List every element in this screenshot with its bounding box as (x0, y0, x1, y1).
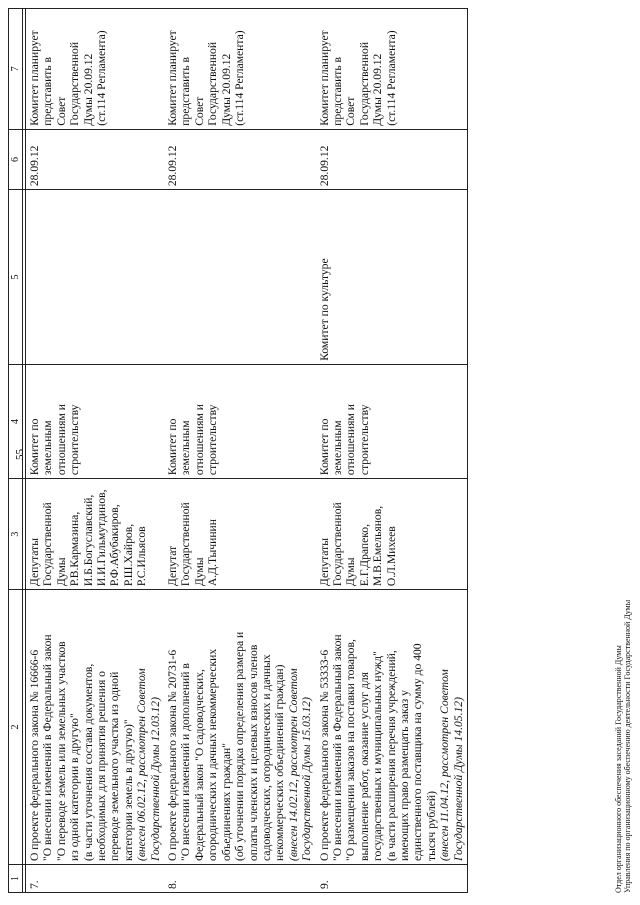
bill-row (164, 9, 315, 893)
bill-text-line: Федеральный закон "О садоводческих, (192, 669, 206, 861)
column-header: 6 (9, 129, 23, 189)
bill-text-line: (в части уточнения состава документов, (81, 663, 95, 861)
bill-text-line: государственных и муниципальных нужд" (371, 651, 385, 861)
bill-description (316, 590, 468, 865)
bill-text-line: некоммерческих объединений граждан) (273, 664, 287, 861)
author-line: Государственной (330, 502, 344, 587)
plan-line: Государственной (357, 41, 371, 126)
plan-line: (ст.114 Регламента) (233, 30, 247, 126)
committee-line: Комитет по (317, 418, 331, 476)
column-number-row (9, 9, 23, 893)
responsible-committee (164, 364, 315, 478)
plan-line: Комитет планирует (28, 30, 41, 126)
plan-line: Государственной (68, 41, 82, 126)
bill-text-line: О проекте федерального закона № 16666-6 (28, 649, 41, 861)
co-executor-committee (164, 190, 315, 365)
co-executor-committee (316, 190, 468, 365)
bill-text-line: О проекте федерального закона № 20731-6 (166, 649, 180, 861)
bill-text-line: "О внесении изменений в Федеральный закон (330, 634, 344, 861)
bill-text-line: имеющих право размещать заказ у (397, 690, 411, 861)
bill-authors (26, 479, 165, 590)
committee-line: Комитет по (28, 418, 41, 476)
bill-text-line: (в части расширения перечня учреждений, (384, 650, 398, 861)
bill-text-line: "О переводе земель или земельных участков (54, 641, 68, 861)
column-header: 7 (9, 9, 23, 130)
bill-authors (164, 479, 315, 590)
bill-description (164, 590, 315, 865)
bill-text-line: необходимых для принятия решения о (95, 671, 109, 861)
author-line: Депутат (166, 545, 180, 587)
committee-line: Комитет по (166, 418, 180, 476)
author-line: Думы (344, 557, 358, 587)
responsible-committee (26, 364, 165, 478)
plan-note (164, 9, 315, 130)
committee-line: земельным (330, 420, 344, 476)
bill-row (316, 9, 468, 893)
bill-text-line: садоводческих, огороднических и дачных (259, 654, 273, 861)
page-number: 55 (14, 449, 26, 460)
review-date: 28.09.12 (316, 129, 468, 189)
committee-line: строительству (68, 404, 82, 476)
footer-line: Отдел организационного обеспечения заседаний Государственной Думы (614, 645, 623, 893)
bill-text-line: огороднических и дачных некоммерческих (206, 648, 220, 861)
plan-line: представить в (330, 56, 344, 126)
bill-text-line: (внесен 06.02.12, рассмотрен Советом (135, 668, 149, 861)
column-header: 5 (9, 190, 23, 365)
bill-text-line: Государственной Думы 14.05.12) (451, 697, 465, 861)
bill-description (26, 590, 165, 865)
plan-line: представить в (179, 56, 193, 126)
plan-line: представить в (41, 56, 55, 126)
row-number: 7. (26, 864, 165, 892)
committee-line: строительству (206, 404, 220, 476)
author-line: А.Д.Тычинин (206, 519, 220, 587)
plan-line: (ст.114 Регламента) (95, 30, 109, 126)
plan-line: Комитет планирует (317, 30, 331, 126)
bill-text-line: "О размещении заказов на поставки товаров, (344, 639, 358, 861)
author-line: Думы (54, 557, 68, 587)
author-line: Р.С.Ильясов (135, 526, 149, 587)
bill-text-line: объединениях граждан" (219, 743, 233, 861)
footer-note (614, 600, 632, 893)
author-line: Е.Г.Драпеко, (357, 524, 371, 587)
author-line: И.И.Гильмутдинов, (95, 489, 109, 587)
bill-text-line: переводе земельного участка из одной (108, 671, 122, 861)
author-line: Р.Ф.Абубакиров, (108, 504, 122, 587)
co-committee-line: Комитет по культуре (317, 258, 331, 361)
bill-row (26, 9, 165, 893)
bill-text-line: (об уточнении порядка определения размера и (233, 631, 247, 861)
column-header: 4 (9, 364, 23, 478)
plan-note (26, 9, 165, 130)
author-line: Р.Ш.Хайров, (121, 523, 135, 587)
bill-text-line: единственного поставщика на сумму до 400 (411, 643, 425, 861)
responsible-committee (316, 364, 468, 478)
author-line: И.Б.Богуславский, (81, 494, 95, 587)
co-executor-committee (26, 190, 165, 365)
plan-line: Думы 20.09.12 (371, 53, 385, 126)
plan-line: (ст.114 Регламента) (384, 30, 398, 126)
bill-authors (316, 479, 468, 590)
plan-line: Совет (344, 96, 358, 126)
author-line: Государственной (41, 502, 55, 587)
footer-line: Управления по организационному обеспечению деятельности Государственной Думы (623, 599, 632, 893)
plan-line: Комитет планирует (166, 30, 180, 126)
committee-line: отношениям и (192, 404, 206, 476)
plan-note (316, 9, 468, 130)
plan-line: Государственной (206, 41, 220, 126)
bill-text-line: "О внесении изменений и дополнений в (179, 663, 193, 861)
bill-text-line: "О внесении изменений в Федеральный закон (41, 634, 55, 861)
author-line: Р.В.Кармазина, (68, 511, 82, 587)
column-header: 3 (9, 479, 23, 590)
plan-line: Думы 20.09.12 (81, 53, 95, 126)
author-line: О.Л.Михеев (384, 526, 398, 587)
row-number: 8. (164, 864, 315, 892)
author-line: Государственной (179, 502, 193, 587)
bill-text-line: оплаты членских и целевых взносов членов (246, 644, 260, 861)
author-line: Депутаты (28, 537, 41, 587)
bills-table (8, 8, 468, 893)
review-date: 28.09.12 (164, 129, 315, 189)
bill-text-line: тысяч рублей) (424, 791, 438, 861)
review-date: 28.09.12 (26, 129, 165, 189)
bill-text-line: Государственной Думы 12.03.12) (148, 697, 162, 861)
column-header: 2 (9, 590, 23, 865)
plan-line: Совет (54, 96, 68, 126)
bill-text-line: О проекте федерального закона № 53333-6 (317, 649, 331, 861)
author-line: Думы (192, 557, 206, 587)
author-line: Депутаты (317, 537, 331, 587)
committee-line: отношениям и (344, 404, 358, 476)
bill-text-line: категории земель в другую)" (121, 719, 135, 861)
plan-line: Совет (192, 96, 206, 126)
bill-text-line: выполнение работ, оказание услуг для (357, 672, 371, 861)
column-header: 1 (9, 864, 23, 892)
author-line: М.В.Емельянов, (371, 505, 385, 587)
committee-line: строительству (357, 404, 371, 476)
plan-line: Думы 20.09.12 (219, 53, 233, 126)
bill-text-line: (внесен 11.04.12, рассмотрен Советом (438, 669, 452, 861)
committee-line: отношениям и (54, 404, 68, 476)
committee-line: земельным (179, 420, 193, 476)
bill-text-line: (внесен 14.02.12, рассмотрен Советом (286, 668, 300, 861)
bill-text-line: из одной категории в другую" (68, 713, 82, 861)
committee-line: земельным (41, 420, 55, 476)
bill-text-line: Государственной Думы 15.03.12) (300, 697, 314, 861)
row-number: 9. (316, 864, 468, 892)
